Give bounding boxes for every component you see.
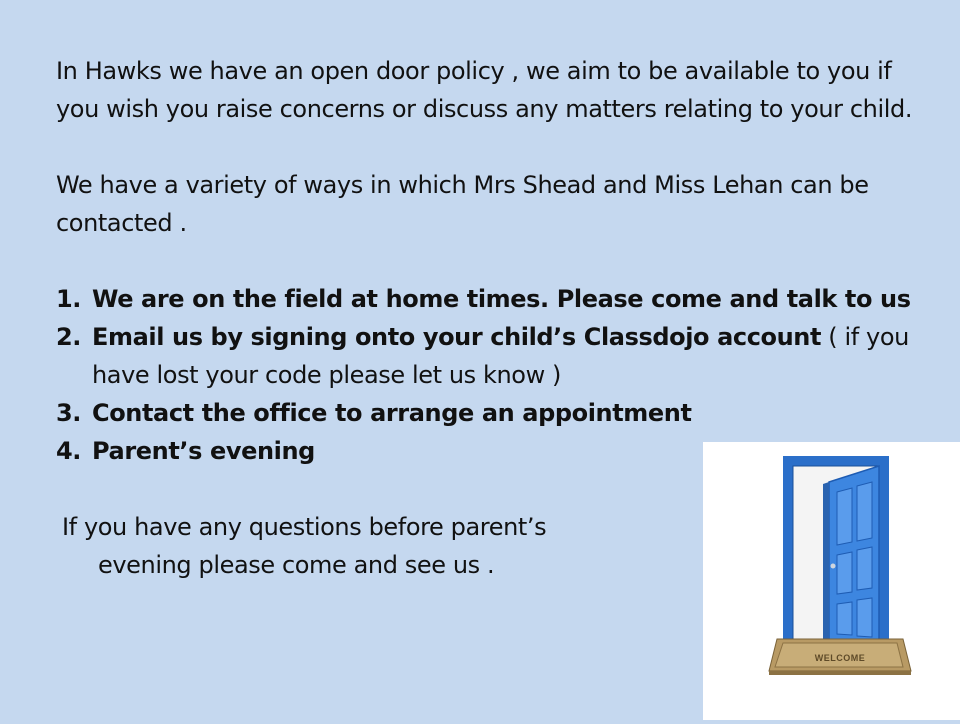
open-door-icon [703,442,960,720]
list-item-bold-text: We are on the field at home times. Please come and talk to us [92,285,911,313]
list-item [56,394,916,432]
open-door-illustration [703,442,960,720]
list-item-number: 4. [56,437,82,465]
list-item-number: 1. [56,285,82,313]
door-leaf [823,466,879,652]
list-item-bold-text: Email us by signing onto your child’s Classdojo account [92,323,822,351]
closing-line-2: evening please come and see us . [98,551,495,579]
welcome-mat [769,639,911,675]
list-item [56,318,916,394]
list-item-text: ( if you have lost your code please let us know ) [92,323,909,389]
welcome-mat-text: WELCOME [814,653,866,663]
list-item [56,280,916,318]
intro-paragraph: In Hawks we have an open door policy , we aim to be available to you if you wish you raise concerns or discuss any matters relating to your child. [56,57,913,123]
closing-line-1: If you have any questions before parent’s [62,513,547,541]
contact-intro-paragraph: We have a variety of ways in which Mrs Shead and Miss Lehan can be contacted . [56,171,869,237]
list-item-number: 3. [56,399,82,427]
list-item-bold-text: Parent’s evening [92,437,315,465]
list-item-number: 2. [56,323,82,351]
list-item-bold-text: Contact the office to arrange an appointment [92,399,692,427]
